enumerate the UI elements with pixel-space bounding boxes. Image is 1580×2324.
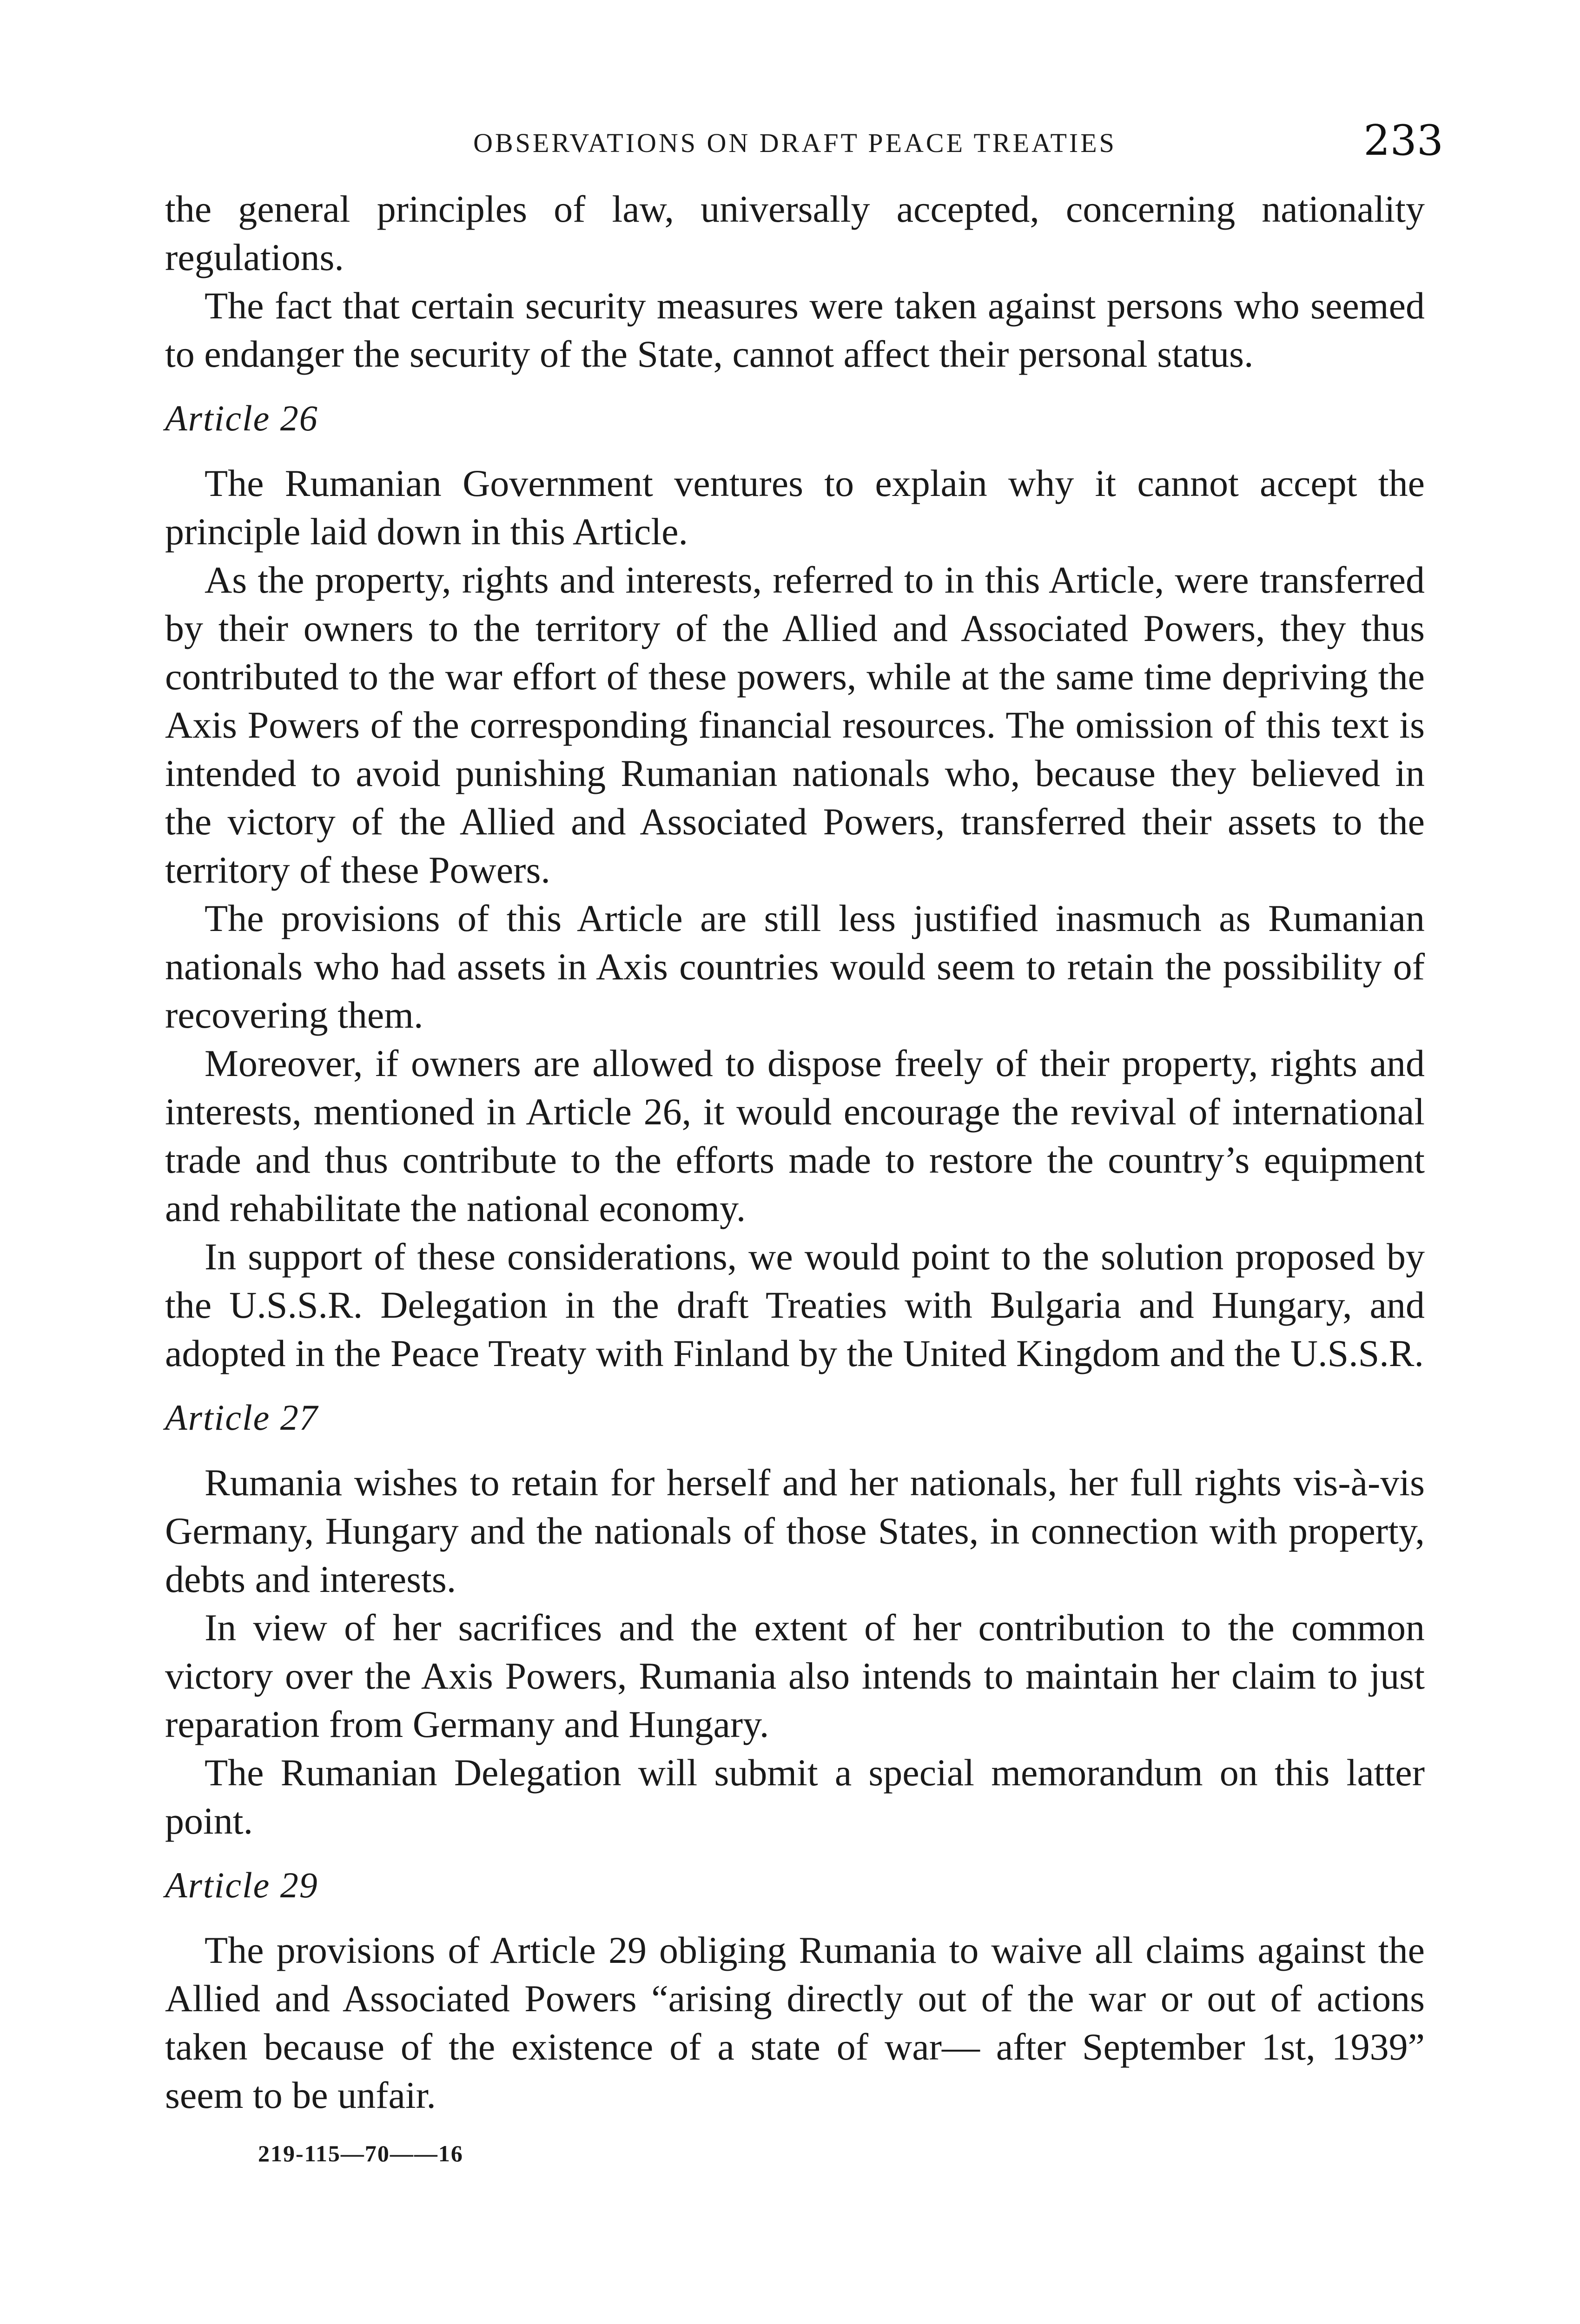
running-head xyxy=(165,116,1443,172)
paragraph: Moreover, if owners are allowed to dispose freely of their property, rights and interests, mentioned in Article 26, it would encourage the revival of international trade and thus contribute to the efforts made to restore the country’s equipment and rehabilitate the national economy. xyxy=(165,1042,1425,1229)
paragraph: In support of these considerations, we would point to the solution proposed by the U.S.S.R. Delegation in the draft Treaties with Bulgaria and Hungary, and adopted in the Peace Treaty with Finland by the United Kingdom and the U.S.S.R. xyxy=(165,1235,1425,1374)
paragraph: As the property, rights and interests, referred to in this Article, were transferred by their owners to the territory of the Allied and Associated Powers, they thus contributed to the war effort of these powers, while at the same time depriving the Axis Powers of the corresponding financial resources. The omission of this text is intended to avoid punishing Rumanian nationals who, because they believed in the victory of the Allied and Associated Powers, transferred their assets to the territory of these Powers. xyxy=(165,559,1425,891)
paragraph: In view of her sacrifices and the extent of her contribution to the common victory over the Axis Powers, Rumania also intends to maintain her claim to just reparation from Germany and Hungary. xyxy=(165,1606,1425,1745)
paragraph: The Rumanian Delegation will submit a special memorandum on this latter point. xyxy=(165,1751,1425,1842)
article-heading: Article 27 xyxy=(165,1397,318,1438)
paragraph: Rumania wishes to retain for herself and her nationals, her full rights vis-à-vis Germany, Hungary and the nationals of those States, in connection with property, debts and interests. xyxy=(165,1461,1425,1600)
article-heading: Article 26 xyxy=(165,398,318,438)
paragraph: The provisions of Article 29 obliging Rumania to waive all claims against the Allied and Associated Powers “arising directly out of the war or out of actions taken because of the existence of a state of war— after September 1st, 1939” seem to be unfair. xyxy=(165,1929,1425,2116)
paragraph: The fact that certain security measures were taken against persons who seemed to endanger the security of the State, cannot affect their personal status. xyxy=(165,284,1425,375)
article-heading: Article 29 xyxy=(165,1865,318,1905)
page-number: 233 xyxy=(1363,116,1443,165)
body-text xyxy=(165,185,1425,2119)
paragraph: the general principles of law, universally accepted, concerning nationality regulations. xyxy=(165,188,1425,278)
print-code: 219-115—70——16 xyxy=(258,2140,463,2166)
paragraph: The provisions of this Article are still less justified inasmuch as Rumanian nationals who had assets in Axis countries would seem to retain the possibility of recovering them. xyxy=(165,897,1425,1036)
running-title: OBSERVATIONS ON DRAFT PEACE TREATIES xyxy=(473,128,1117,158)
paragraph: The Rumanian Government ventures to explain why it cannot accept the principle laid down in this Article. xyxy=(165,462,1425,553)
document-page xyxy=(165,116,1443,2167)
